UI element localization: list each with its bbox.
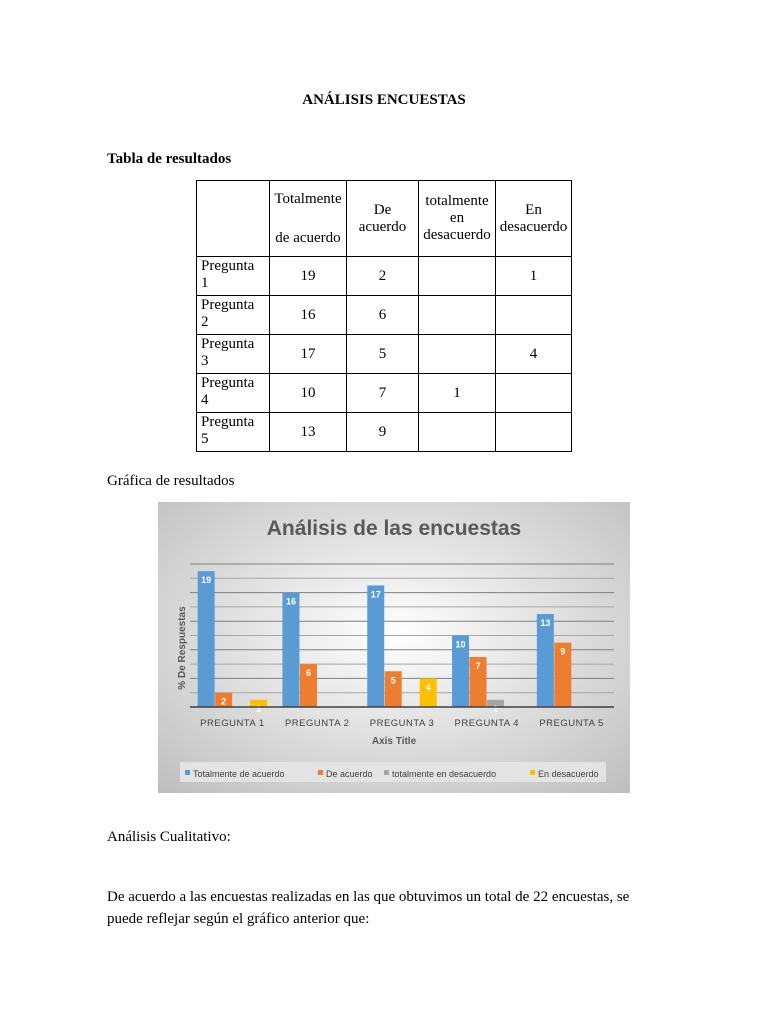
- bar-value-label: 13: [540, 618, 551, 629]
- table-cell: 9: [347, 413, 419, 452]
- table-row: [197, 374, 572, 413]
- row-label: Pregunta 3: [197, 335, 270, 374]
- chart-heading: Gráfica de resultados: [107, 473, 235, 489]
- header-cell-en-desacuerdo: [496, 181, 572, 257]
- table-cell: 13: [270, 413, 347, 452]
- table-cell: [419, 257, 496, 296]
- header-line: De: [373, 201, 392, 218]
- bar-value-label: 5: [390, 675, 396, 686]
- row-label: Pregunta 4: [197, 374, 270, 413]
- bar-value-label: 1: [493, 703, 499, 714]
- table-cell: 2: [347, 257, 419, 296]
- table-cell: [419, 335, 496, 374]
- table-cell: 17: [270, 335, 347, 374]
- header-line: totalmente: [425, 193, 489, 209]
- results-table: [196, 180, 572, 452]
- header-cell-totalmente-en-desacuerdo: [419, 181, 496, 257]
- legend-swatch: [185, 770, 190, 775]
- table-cell: 4: [496, 335, 572, 374]
- legend-swatch: [530, 770, 535, 775]
- table-row: [197, 296, 572, 335]
- table-cell: 6: [347, 296, 419, 335]
- table-cell: 1: [419, 374, 496, 413]
- table-cell: 1: [496, 257, 572, 296]
- bar-value-label: 10: [455, 639, 466, 650]
- row-label: Pregunta 2: [197, 296, 270, 335]
- row-label: Pregunta 1: [197, 257, 270, 296]
- row-label: Pregunta 5: [197, 413, 270, 452]
- table-body: [197, 257, 572, 452]
- chart-container: [158, 502, 630, 793]
- chart-title: Análisis de las encuestas: [266, 517, 522, 540]
- legend-entry: Totalmente de acuerdo: [193, 769, 285, 779]
- analysis-paragraph: De acuerdo a las encuestas realizadas en las que obtuvimos un total de 22 encuestas, se puede reflejar según el gráfico anterior que:: [107, 889, 630, 927]
- bar-value-label: 17: [370, 589, 381, 600]
- table-cell: 7: [347, 374, 419, 413]
- bar-value-label: 7: [475, 660, 481, 671]
- bar: [282, 593, 299, 707]
- table-cell: [496, 413, 572, 452]
- header-line: En: [525, 201, 542, 218]
- header-line: Totalmente: [274, 190, 342, 207]
- x-tick-label: PREGUNTA 2: [284, 718, 350, 729]
- header-line: desacuerdo: [423, 227, 491, 243]
- table-heading: Tabla de resultados: [107, 151, 232, 167]
- table-cell: 10: [270, 374, 347, 413]
- y-axis-title: % De Respuestas: [177, 606, 188, 690]
- header-line: de acuerdo: [275, 229, 341, 246]
- x-tick-label: PREGUNTA 3: [369, 718, 435, 729]
- header-cell-de-acuerdo: [347, 181, 419, 257]
- qualitative-heading: Análisis Cualitativo:: [107, 829, 231, 845]
- bar: [198, 571, 215, 707]
- table-header-row: [197, 181, 572, 257]
- table-cell: [496, 296, 572, 335]
- legend-entry: De acuerdo: [326, 769, 373, 779]
- table-row: [197, 257, 572, 296]
- table-cell: [496, 374, 572, 413]
- bar-value-label: 2: [221, 696, 227, 707]
- x-tick-label: PREGUNTA 4: [454, 718, 520, 729]
- header-line: en: [449, 210, 465, 226]
- table-row: [197, 413, 572, 452]
- x-tick-label: PREGUNTA 5: [539, 718, 604, 729]
- table-cell: [419, 413, 496, 452]
- legend-swatch: [384, 770, 389, 775]
- bar-value-label: 6: [305, 668, 311, 679]
- legend-entry: totalmente en desacuerdo: [392, 769, 497, 779]
- document-title: ANÁLISIS ENCUESTAS: [302, 92, 466, 108]
- bar-value-label: 16: [285, 596, 296, 607]
- table-cell: 19: [270, 257, 347, 296]
- bar-chart: [158, 502, 630, 793]
- bar-value-label: 1: [256, 703, 262, 714]
- bar-value-label: 9: [560, 646, 566, 657]
- table-cell: 5: [347, 335, 419, 374]
- table-cell: 16: [270, 296, 347, 335]
- bar: [367, 585, 384, 707]
- x-tick-label: PREGUNTA 1: [200, 718, 265, 729]
- legend-swatch: [318, 770, 323, 775]
- header-line: desacuerdo: [499, 218, 568, 235]
- header-cell-empty: [197, 181, 270, 257]
- table-row: [197, 335, 572, 374]
- header-cell-totalmente-de-acuerdo: [270, 181, 347, 257]
- header-line: acuerdo: [358, 218, 407, 235]
- legend-entry: En desacuerdo: [538, 769, 599, 779]
- bar-value-label: 19: [201, 575, 212, 586]
- x-axis-title: Axis Title: [371, 736, 417, 747]
- bar-value-label: 4: [425, 682, 431, 693]
- table-cell: [419, 296, 496, 335]
